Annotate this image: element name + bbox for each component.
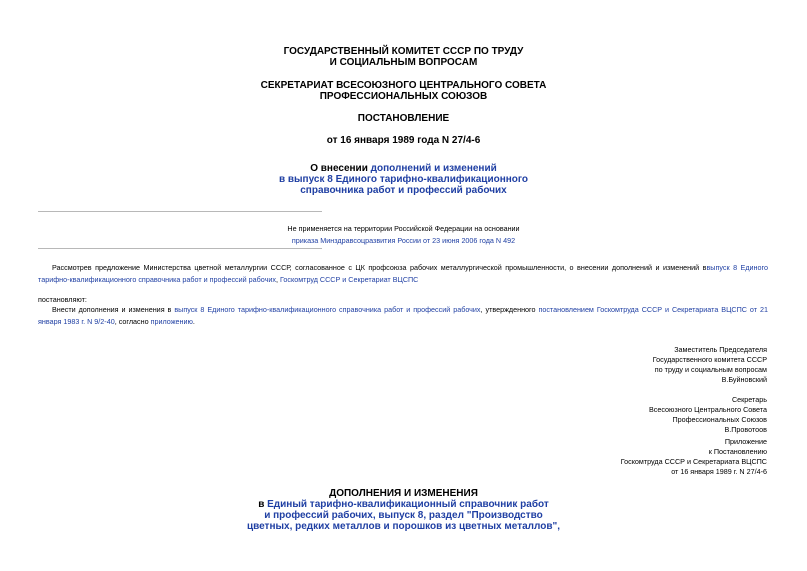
- title-line1: [0, 163, 807, 174]
- appendix-title-line4[interactable]: цветных, редких металлов и порошков из цветных металлов",: [246, 521, 561, 532]
- sig1-name: В.Буйновский: [721, 375, 767, 384]
- sig2-line: Секретарь: [731, 395, 767, 404]
- p3-link-appendix[interactable]: приложению: [150, 317, 193, 326]
- doc-type: ПОСТАНОВЛЕНИЕ: [357, 113, 450, 124]
- appendix-title-link[interactable]: Единый тарифно-квалификационный справочник работ: [267, 499, 549, 510]
- doc-date-number: от 16 января 1989 года N 27/4-6: [326, 135, 481, 146]
- org2-line1: СЕКРЕТАРИАТ ВСЕСОЮЗНОГО ЦЕНТРАЛЬНОГО СОВЕТА: [260, 80, 547, 91]
- org1-name: [0, 46, 807, 68]
- signature-secretary: [649, 395, 767, 435]
- org2-name: [0, 80, 807, 102]
- paragraph-amend: [38, 304, 768, 328]
- notice-link[interactable]: приказа Минздравсоцразвития России от 23 июня 2006 года N 492: [291, 236, 516, 245]
- appendix-line: от 16 января 1989 г. N 27/4-6: [671, 467, 767, 476]
- sig2-line: Профессиональных Союзов: [672, 415, 767, 424]
- p3-text1: Внести дополнения и изменения в: [52, 305, 175, 314]
- title-line2[interactable]: в выпуск 8 Единого тарифно-квалификационного: [278, 174, 529, 185]
- sig2-name: В.Провотоов: [724, 425, 767, 434]
- p3-end: .: [192, 317, 195, 326]
- p1-link-edition[interactable]: выпуск 8 Единого тарифно-квалификационного справочника работ и профессий рабочих: [38, 263, 768, 284]
- p1-sep: ,: [275, 275, 280, 284]
- title-line3[interactable]: справочника работ и профессий рабочих: [300, 185, 507, 196]
- appendix-title-line1: ДОПОЛНЕНИЯ И ИЗМЕНЕНИЯ: [329, 488, 478, 499]
- appendix-title-line3[interactable]: и профессий рабочих, выпуск 8, раздел "Производство: [264, 510, 543, 521]
- appendix-title: [0, 488, 807, 532]
- notice-line1: Не применяется на территории Российской Федерации на основании: [287, 224, 520, 233]
- appendix-title-prefix: в: [258, 499, 268, 510]
- appendix-line: Госкомтруда СССР и Секретариата ВЦСПС: [620, 457, 767, 466]
- appendix-line: к Постановлению: [708, 447, 767, 456]
- title-prefix: О внесении: [310, 163, 371, 174]
- p3-link-decree[interactable]: постановлением Госкомтруда СССР и Секретариата ВЦСПС от 21 января 1983 г. N 9/2-40: [38, 305, 768, 326]
- org1-line2: И СОЦИАЛЬНЫМ ВОПРОСАМ: [329, 57, 478, 68]
- p3-text2: , утвержденного: [480, 305, 539, 314]
- org2-line2: ПРОФЕССИОНАЛЬНЫХ СОЮЗОВ: [319, 91, 488, 102]
- divider-bottom: [38, 248, 322, 249]
- sig1-line: Заместитель Председателя: [674, 345, 767, 354]
- appendix-title-line2: [0, 499, 807, 510]
- paragraph-considered: [38, 262, 768, 286]
- p1-link-authorities[interactable]: Госкомтруд СССР и Секретариат ВЦСПС: [279, 275, 419, 284]
- sig2-line: Всесоюзного Центрального Совета: [649, 405, 767, 414]
- sig1-line: Государственного комитета СССР: [652, 355, 767, 364]
- p3-text3: , согласно: [114, 317, 151, 326]
- org1-line1: ГОСУДАРСТВЕННЫЙ КОМИТЕТ СССР ПО ТРУДУ: [283, 46, 524, 57]
- p1-text: Рассмотрев предложение Министерства цветной металлургии СССР, согласованное с ЦК профсоюза рабочих металлургической промышленности, о внесении дополнений и изменений в: [52, 263, 707, 272]
- notice: [0, 224, 807, 245]
- title-link-additions[interactable]: дополнений и изменений: [370, 163, 497, 174]
- doc-title: [0, 163, 807, 196]
- divider-top: [38, 211, 322, 212]
- paragraph-resolve: постановляют:: [38, 295, 87, 304]
- appendix-reference: [621, 437, 767, 477]
- signature-deputy-chairman: [653, 345, 767, 385]
- sig1-line: по труду и социальным вопросам: [654, 365, 767, 374]
- p3-link-edition[interactable]: выпуск 8 Единого тарифно-квалификационного справочника работ и профессий рабочих: [174, 305, 481, 314]
- appendix-line: Приложение: [724, 437, 767, 446]
